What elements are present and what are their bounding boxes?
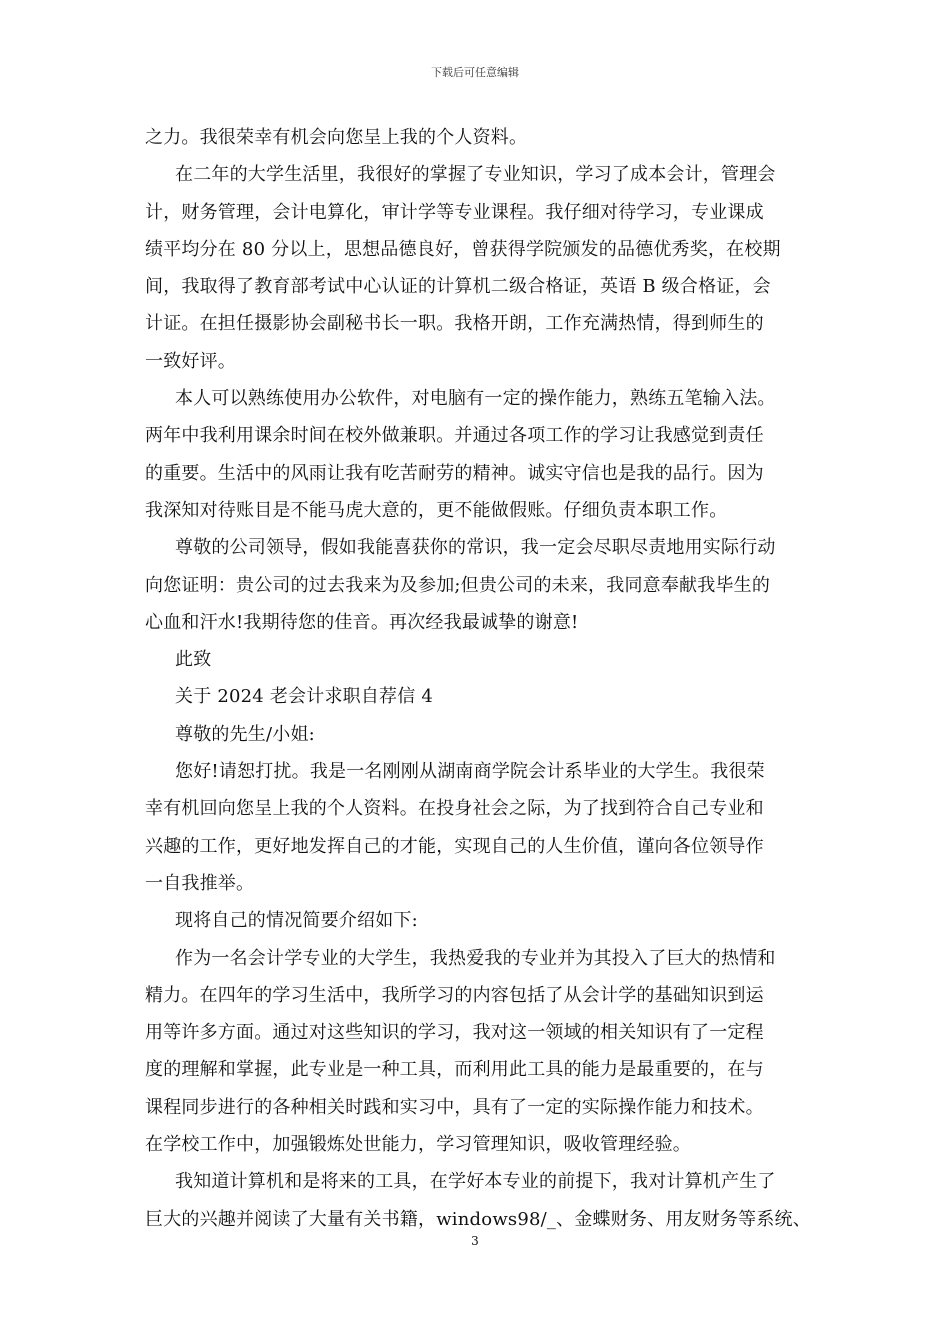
text-line: 现将自己的情况简要介绍如下: — [175, 910, 418, 932]
text-line: 作为一名会计学专业的大学生，我热爱我的专业并为其投入了巨大的热情和 — [175, 947, 776, 969]
text-line: 您好!请恕打扰。我是一名刚刚从湖南商学院会计系毕业的大学生。我很荣 — [175, 761, 765, 783]
text-line: 课程同步进行的各种相关时践和实习中，具有了一定的实际操作能力和技术。 — [145, 1096, 764, 1118]
salutation: 尊敬的先生/小姐: — [175, 723, 315, 745]
text-line: 我深知对待账目是不能马虎大意的，更不能做假账。仔细负责本职工作。 — [145, 499, 728, 521]
text-line: 计，财务管理，会计电算化，审计学等专业课程。我仔细对待学习，专业课成 — [145, 201, 764, 223]
text-line: 的重要。生活中的风雨让我有吃苦耐劳的精神。诚实守信也是我的品行。因为 — [145, 462, 764, 484]
text-line: 兴趣的工作，更好地发挥自己的才能，实现自己的人生价值，谨向各位领导作 — [145, 835, 764, 857]
text-line: 幸有机回向您呈上我的个人资料。在投身社会之际，为了找到符合自己专业和 — [145, 798, 764, 820]
text-line: 间，我取得了教育部考试中心认证的计算机二级合格证，英语 B 级合格证，会 — [145, 276, 771, 298]
closing-line: 此致 — [175, 649, 212, 671]
section-title: 关于 2024 老会计求职自荐信 4 — [175, 686, 434, 708]
text-line: 一致好评。 — [145, 350, 236, 372]
text-line: 本人可以熟练使用办公软件，对电脑有一定的操作能力，熟练五笔输入法。 — [175, 388, 776, 410]
text-line: 绩平均分在 80 分以上，思想品德良好，曾获得学院颁发的品德优秀奖，在校期 — [145, 238, 781, 260]
text-line: 在二年的大学生活里，我很好的掌握了专业知识，学习了成本会计，管理会 — [175, 164, 776, 186]
text-line: 用等许多方面。通过对这些知识的学习，我对这一领域的相关知识有了一定程 — [145, 1022, 764, 1044]
text-line: 我知道计算机和是将来的工具，在学好本专业的前提下，我对计算机产生了 — [175, 1171, 776, 1193]
page-number: 3 — [471, 1234, 479, 1248]
page-header: 下载后可任意编辑 — [431, 66, 519, 79]
text-line: 两年中我利用课余时间在校外做兼职。并通过各项工作的学习让我感觉到责任 — [145, 425, 764, 447]
text-line: 尊敬的公司领导，假如我能喜获你的常识，我一定会尽职尽责地用实际行动 — [175, 537, 776, 559]
text-line: 计证。在担任摄影协会副秘书长一职。我格开朗，工作充满热情，得到师生的 — [145, 313, 764, 335]
text-line: 心血和汗水!我期待您的佳音。再次经我最诚挚的谢意! — [145, 611, 579, 633]
text-line: 巨大的兴趣并阅读了大量有关书籍，windows98/_、金蝶财务、用友财务等系统、 — [145, 1208, 811, 1230]
text-line: 精力。在四年的学习生活中，我所学习的内容包括了从会计学的基础知识到运 — [145, 984, 764, 1006]
text-line: 在学校工作中，加强锻炼处世能力，学习管理知识，吸收管理经验。 — [145, 1134, 691, 1156]
text-line: 一自我推举。 — [145, 872, 255, 894]
text-line: 度的理解和掌握，此专业是一种工具，而利用此工具的能力是最重要的，在与 — [145, 1059, 764, 1081]
text-line: 向您证明：贵公司的过去我来为及参加;但贵公司的未来，我同意奉献我毕生的 — [145, 574, 771, 596]
text-line: 之力。我很荣幸有机会向您呈上我的个人资料。 — [145, 127, 528, 148]
document-body — [145, 119, 825, 1238]
